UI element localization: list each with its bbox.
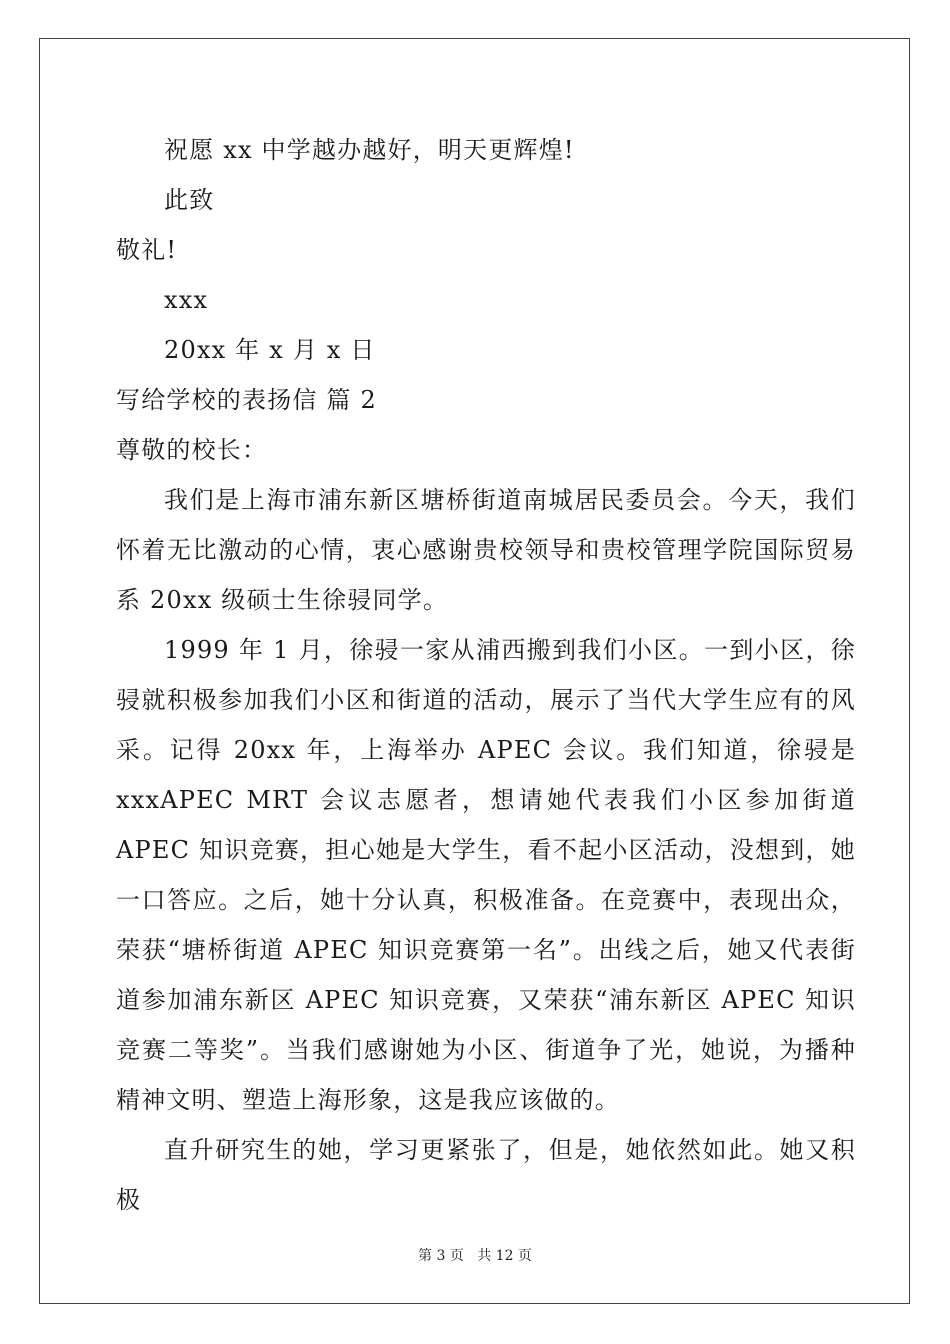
closing-cizhi: 此致: [164, 186, 215, 214]
salutation: 尊敬的校长：: [116, 436, 268, 464]
signature: xxx: [164, 286, 209, 314]
paragraph-3: 直升研究生的她，学习更紧张了，但是，她依然如此。她又积极: [116, 1136, 856, 1214]
page-number: 第 3 页: [418, 1248, 464, 1264]
section-title: 写给学校的表扬信 篇 2: [116, 386, 377, 414]
document-body: [116, 125, 856, 1225]
paragraph-1: 我们是上海市浦东新区塘桥街道南城居民委员会。今天，我们怀着无比激动的心情，衷心感谢贵校领导和贵校管理学院国际贸易系 20xx 级硕士生徐骎同学。: [116, 486, 856, 614]
paragraph-2: 1999 年 1 月，徐骎一家从浦西搬到我们小区。一到小区，徐骎就积极参加我们小区和街道的活动，展示了当代大学生应有的风采。记得 20xx 年，上海举办 APEC 会议。我们知道，徐骎是 xxxAPEC MRT 会议志愿者，想请她代表我们小区参加街道 APEC 知识竞赛，担心她是大学生，看不起小区活动，没想到，她一口答应。之后，她十分认真，积极准备。在竞赛中，表现出众，荣获“塘桥街道 APEC 知识竞赛第一名”。出线之后，她又代表街道参加浦东新区 APEC 知识竞赛，又荣获“浦东新区 APEC 知识竞赛二等奖”。当我们感谢她为小区、街道争了光，她说，为播种精神文明、塑造上海形象，这是我应该做的。: [116, 636, 856, 1114]
closing-wish: 祝愿 xx 中学越办越好，明天更辉煌!: [164, 136, 575, 164]
page-footer: [0, 1246, 950, 1266]
closing-jingli: 敬礼!: [116, 236, 178, 264]
total-pages: 共 12 页: [477, 1248, 532, 1264]
date: 20xx 年 x 月 x 日: [164, 336, 376, 364]
